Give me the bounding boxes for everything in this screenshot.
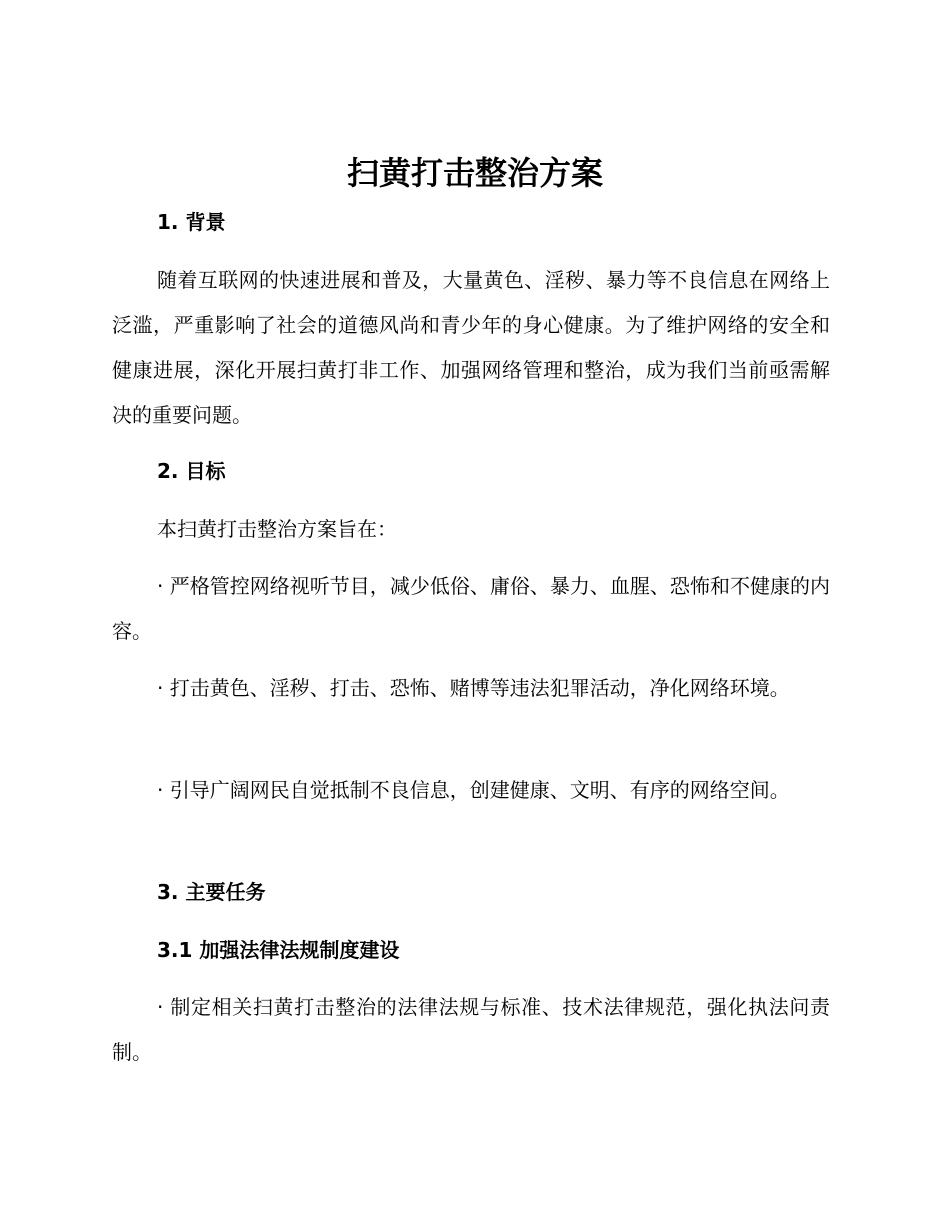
document-title: 扫黄打击整治方案 xyxy=(346,154,603,192)
goal-item: · 打击黄色、淫秽、打击、恐怖、赌博等违法犯罪活动，净化网络环境。 xyxy=(157,676,790,700)
goal-intro-paragraph: 本扫黄打击整治方案旨在： xyxy=(157,517,397,541)
task-item: · 制定相关扫黄打击整治的法律法规与标准、技术法律规范，强化执法问责制。 xyxy=(112,995,830,1064)
section-heading-goal: 2. 目标 xyxy=(157,459,226,483)
goal-item: · 引导广阔网民自觉抵制不良信息，创建健康、文明、有序的网络空间。 xyxy=(157,778,790,802)
section-heading-tasks: 3. 主要任务 xyxy=(157,880,266,904)
subsection-heading-law: 3.1 加强法律法规制度建设 xyxy=(157,938,400,962)
section-heading-background: 1. 背景 xyxy=(157,210,226,234)
goal-item: · 严格管控网络视听节目，减少低俗、庸俗、暴力、血腥、恐怖和不健康的内容。 xyxy=(112,574,830,643)
background-paragraph: 随着互联网的快速进展和普及，大量黄色、淫秽、暴力等不良信息在网络上泛滥，严重影响了社会的道德风尚和青少年的身心健康。为了维护网络的安全和健康进展，深化开展扫黄打非工作、加强网络管理和整治，成为我们当前亟需解决的重要问题。 xyxy=(112,268,830,427)
